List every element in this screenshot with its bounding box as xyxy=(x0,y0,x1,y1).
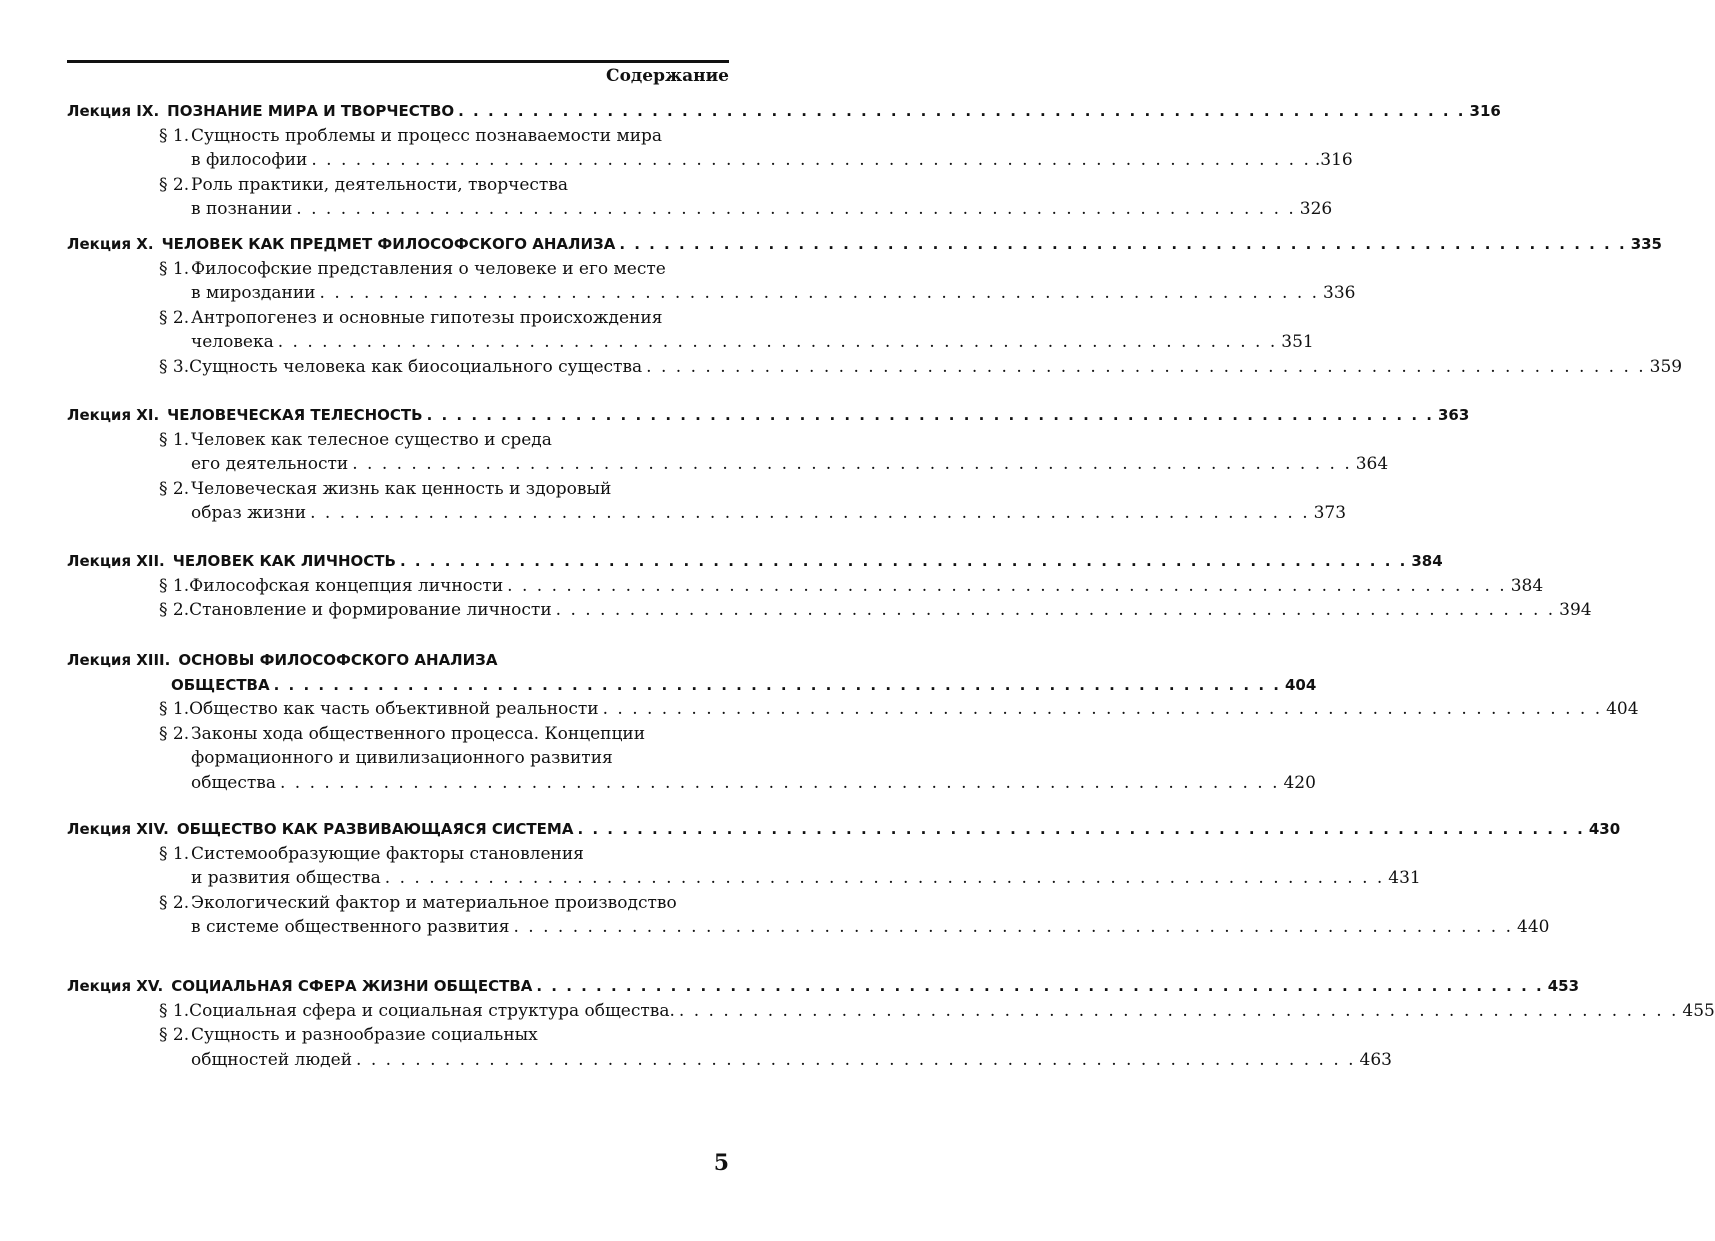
section-number: § 2. xyxy=(159,892,190,913)
leader-dots: . . . . . . . . . . . . . . . . . . . . . . . . . . . . . . . . . . . . . . . . . . . . . . . . . . . . . . . . . . . . . . . . . . . . xyxy=(513,917,1513,937)
leader-dots: . . . . . . . . . . . . . . . . . . . . . . . . . . . . . . . . . . . . . . . . . . . . . . . . . . . . . . . . . . . . . . . . . . . . xyxy=(646,356,1646,377)
lecture-page: 335 xyxy=(1630,235,1662,253)
section-entry xyxy=(159,697,1639,721)
section-title: общностей людей xyxy=(191,1049,353,1070)
section-title: общества xyxy=(191,772,276,793)
section-title: Философские представления о человеке и его месте xyxy=(191,258,666,279)
section-entry xyxy=(159,428,728,452)
section-page: 455 xyxy=(1682,1000,1715,1021)
lecture-label: Лекция X. xyxy=(67,235,154,253)
lecture-title-cont: ОБЩЕСТВА xyxy=(171,675,270,694)
section-title: человека xyxy=(191,332,274,352)
lecture-title: ПОЗНАНИЕ МИРА И ТВОРЧЕСТВО xyxy=(167,102,455,120)
section-title: Становление и формирование личности xyxy=(189,600,552,620)
lecture-label: Лекция XV. xyxy=(67,977,164,995)
section-entry xyxy=(159,842,728,866)
section-title: формационного и цивилизационного развития xyxy=(191,748,613,768)
section-entry xyxy=(191,281,1356,305)
lecture-page: 453 xyxy=(1547,977,1580,995)
section-entry xyxy=(159,999,1715,1023)
section-number: § 1. xyxy=(159,699,190,719)
section-entry xyxy=(159,257,728,281)
section-title: Человеческая жизнь как ценность и здоровый xyxy=(191,478,612,499)
leader-dots: . . . . . . . . . . . . . . . . . . . . . . . . . . . . . . . . . . . . . . . . . . . . . . . . . . . . . . . . . . . . . . . . . . . . xyxy=(507,575,1507,596)
lecture-heading-cont xyxy=(171,673,1317,697)
section-number: § 1. xyxy=(159,125,190,146)
section-title: его деятельности xyxy=(191,454,349,474)
leader-dots: . . . . . . . . . . . . . . . . . . . . . . . . . . . . . . . . . . . . . . . . . . . . . . . . . . . . . . . . . . . . . . . . . . . . xyxy=(399,552,1408,570)
section-number: § 2. xyxy=(159,307,190,328)
lecture-heading xyxy=(67,974,1580,998)
section-title: в познании xyxy=(191,199,293,219)
section-number: § 2. xyxy=(159,174,190,195)
section-title: Философская концепция личности xyxy=(189,575,504,596)
section-title: образ жизни xyxy=(191,503,307,523)
section-page: 431 xyxy=(1388,868,1421,888)
section-number: § 2. xyxy=(159,1025,190,1045)
section-page: 463 xyxy=(1359,1049,1392,1070)
leader-dots: . . . . . . . . . . . . . . . . . . . . . . . . . . . . . . . . . . . . . . . . . . . . . . . . . . . . . . . . . . . . . . . . . . . . xyxy=(458,102,1466,120)
section-title: и развития общества xyxy=(191,868,381,888)
section-page: .316 xyxy=(1314,150,1353,170)
lecture-page: 384 xyxy=(1411,552,1443,570)
lecture-title: ОБЩЕСТВО КАК РАЗВИВАЮЩАЯСЯ СИСТЕМА xyxy=(176,820,574,838)
section-title: Сущность и разнообразие социальных xyxy=(191,1025,538,1045)
section-title: Законы хода общественного процесса. Концепции xyxy=(191,723,646,744)
leader-dots: . . . . . . . . . . . . . . . . . . . . . . . . . . . . . . . . . . . . . . . . . . . . . . . . . . . . . . . . . . . . . . . . . . . . xyxy=(602,699,1603,719)
section-title: Человек как телесное существо и среда xyxy=(191,429,552,450)
section-entry xyxy=(191,452,1389,476)
section-number: § 1. xyxy=(159,575,190,596)
section-entry xyxy=(159,598,1592,622)
leader-dots: . . . . . . . . . . . . . . . . . . . . . . . . . . . . . . . . . . . . . . . . . . . . . . . . . . . . . . . . . . . . . . . . . . . . xyxy=(319,283,1320,303)
section-page: 359 xyxy=(1649,356,1683,377)
lecture-title: ЧЕЛОВЕК КАК ЛИЧНОСТЬ xyxy=(172,552,396,570)
running-header: Содержание xyxy=(606,66,729,86)
section-page: 420 xyxy=(1283,772,1316,793)
leader-dots: . . . . . . . . . . . . . . . . . . . . . . . . . . . . . . . . . . . . . . . . . . . . . . . . . . . . . . . . . . . . . . . . . . . . xyxy=(536,977,1544,995)
section-entry xyxy=(191,866,1421,890)
section-number: § 2. xyxy=(159,723,190,744)
section-title: в философии xyxy=(191,150,308,170)
header-rule xyxy=(67,60,729,63)
section-page: 373 xyxy=(1313,503,1347,523)
page-number: 5 xyxy=(713,1150,729,1176)
lecture-title: ЧЕЛОВЕК КАК ПРЕДМЕТ ФИЛОСОФСКОГО АНАЛИЗА xyxy=(161,235,616,253)
lecture-title: ЧЕЛОВЕЧЕСКАЯ ТЕЛЕСНОСТЬ xyxy=(167,406,423,424)
lecture-heading xyxy=(67,403,1470,427)
section-title: в мироздании xyxy=(191,283,316,303)
lecture-title: ОСНОВЫ ФИЛОСОФСКОГО АНАЛИЗА xyxy=(178,651,498,669)
section-page: 364 xyxy=(1355,454,1389,474)
section-entry xyxy=(159,891,728,915)
leader-dots: . . . . . . . . . . . . . . . . . . . . . . . . . . . . . . . . . . . . . . . . . . . . . . . . . . . . . . . . . . . . . . . . . . . . xyxy=(277,332,1278,352)
section-entry xyxy=(191,197,1333,221)
lecture-label: Лекция IX. xyxy=(67,102,160,120)
section-title: Экологический фактор и материальное производство xyxy=(191,892,677,913)
section-entry xyxy=(159,1023,728,1047)
leader-dots: . . . . . . . . . . . . . . . . . . . . . . . . . . . . . . . . . . . . . . . . . . . . . . . . . . . . . . . . . . . . . . . . . . . . xyxy=(555,600,1556,620)
section-entry xyxy=(191,501,1347,525)
lecture-page: 316 xyxy=(1469,102,1501,120)
section-number: § 1. xyxy=(159,429,190,450)
section-entry xyxy=(191,330,1314,354)
lecture-label: Лекция XI. xyxy=(67,406,160,424)
section-title: Общество как часть объективной реальности xyxy=(189,699,599,719)
section-number: § 1. xyxy=(159,843,190,864)
section-title: Социальная сфера и социальная структура общества. xyxy=(189,1000,675,1021)
section-title: Сущность человека как биосоциального существа xyxy=(189,356,643,377)
lecture-label: Лекция XIII. xyxy=(67,651,171,669)
section-number: § 1. xyxy=(159,1000,190,1021)
section-number: § 2. xyxy=(159,478,190,499)
section-number: § 3. xyxy=(159,356,190,377)
lecture-heading xyxy=(67,232,1662,256)
section-title: Системообразующие факторы становления xyxy=(191,843,584,864)
leader-dots: . . . . . . . . . . . . . . . . . . . . . . . . . . . . . . . . . . . . . . . . . . . . . . . . . . . . . . . . . . . . . . . . . . . . xyxy=(296,199,1296,219)
section-title: Сущность проблемы и процесс познаваемости мира xyxy=(191,125,663,146)
lecture-heading xyxy=(67,817,1621,841)
leader-dots: . . . . . . . . . . . . . . . . . . . . . . . . . . . . . . . . . . . . . . . . . . . . . . . . . . . . . . . . . . . . . . . . . . . . xyxy=(356,1049,1356,1070)
section-number: § 2. xyxy=(159,600,190,620)
lecture-page: 430 xyxy=(1588,820,1621,838)
section-title: Роль практики, деятельности, творчества xyxy=(191,174,569,195)
lecture-heading xyxy=(67,549,1443,573)
section-page: 440 xyxy=(1517,917,1550,937)
section-entry xyxy=(159,574,1544,598)
lecture-page: 404 xyxy=(1284,675,1317,694)
section-entry xyxy=(191,1048,1392,1072)
section-page: 404 xyxy=(1606,699,1639,719)
section-entry xyxy=(159,306,728,330)
leader-dots: . . . . . . . . . . . . . . . . . . . . . . . . . . . . . . . . . . . . . . . . . . . . . . . . . . . . . . . . . . . . . . . . . . . . xyxy=(577,820,1585,838)
section-entry xyxy=(191,915,1550,939)
section-entry xyxy=(159,722,728,746)
leader-dots: . . . . . . . . . . . . . . . . . . . . . . . . . . . . . . . . . . . . . . . . . . . . . . . . . . . . . . . . . . . . . . . . . . . . xyxy=(273,675,1281,694)
section-page: 336 xyxy=(1323,283,1356,303)
leader-dots: . . . . . . . . . . . . . . . . . . . . . . . . . . . . . . . . . . . . . . . . . . . . . . . . . . . . . . . . . . . . . . . . . . . . xyxy=(352,454,1352,474)
leader-dots: . . . . . . . . . . . . . . . . . . . . . . . . . . . . . . . . . . . . . . . . . . . . . . . . . . . . . . . . . . . . . . . . . . . . xyxy=(678,1000,1679,1021)
section-entry xyxy=(191,771,1316,795)
section-page: 351 xyxy=(1281,332,1314,352)
section-entry xyxy=(159,124,728,148)
section-entry xyxy=(191,148,1353,172)
lecture-heading xyxy=(67,648,728,672)
lecture-page: 363 xyxy=(1437,406,1470,424)
leader-dots: . . . . . . . . . . . . . . . . . . . . . . . . . . . . . . . . . . . . . . . . . . . . . . . . . . . . . . . . . . . . . . . . . . . . xyxy=(310,503,1310,523)
lecture-heading xyxy=(67,99,1501,123)
section-entry xyxy=(159,477,728,501)
lecture-title: СОЦИАЛЬНАЯ СФЕРА ЖИЗНИ ОБЩЕСТВА xyxy=(171,977,533,995)
section-number: § 1. xyxy=(159,258,190,279)
leader-dots: . . . . . . . . . . . . . . . . . . . . . . . . . . . . . . . . . . . . . . . . . . . . . . . . . . . . . . . . . . . . . . . . . . . . xyxy=(619,235,1627,253)
section-entry xyxy=(159,173,728,197)
leader-dots: . . . . . . . . . . . . . . . . . . . . . . . . . . . . . . . . . . . . . . . . . . . . . . . . . . . . . . . . . . . . . . . . . . . . xyxy=(311,150,1311,170)
section-page: 326 xyxy=(1299,199,1333,219)
section-page: 384 xyxy=(1510,575,1544,596)
section-page: 394 xyxy=(1559,600,1592,620)
section-title: Антропогенез и основные гипотезы происхождения xyxy=(191,307,663,328)
section-entry xyxy=(159,355,1683,379)
lecture-label: Лекция XIV. xyxy=(67,820,169,838)
leader-dots: . . . . . . . . . . . . . . . . . . . . . . . . . . . . . . . . . . . . . . . . . . . . . . . . . . . . . . . . . . . . . . . . . . . . xyxy=(426,406,1434,424)
section-entry xyxy=(191,746,728,770)
leader-dots: . . . . . . . . . . . . . . . . . . . . . . . . . . . . . . . . . . . . . . . . . . . . . . . . . . . . . . . . . . . . . . . . . . . . xyxy=(279,772,1280,793)
leader-dots: . . . . . . . . . . . . . . . . . . . . . . . . . . . . . . . . . . . . . . . . . . . . . . . . . . . . . . . . . . . . . . . . . . . . xyxy=(384,868,1385,888)
lecture-label: Лекция XII. xyxy=(67,552,165,570)
section-title: в системе общественного развития xyxy=(191,917,510,937)
